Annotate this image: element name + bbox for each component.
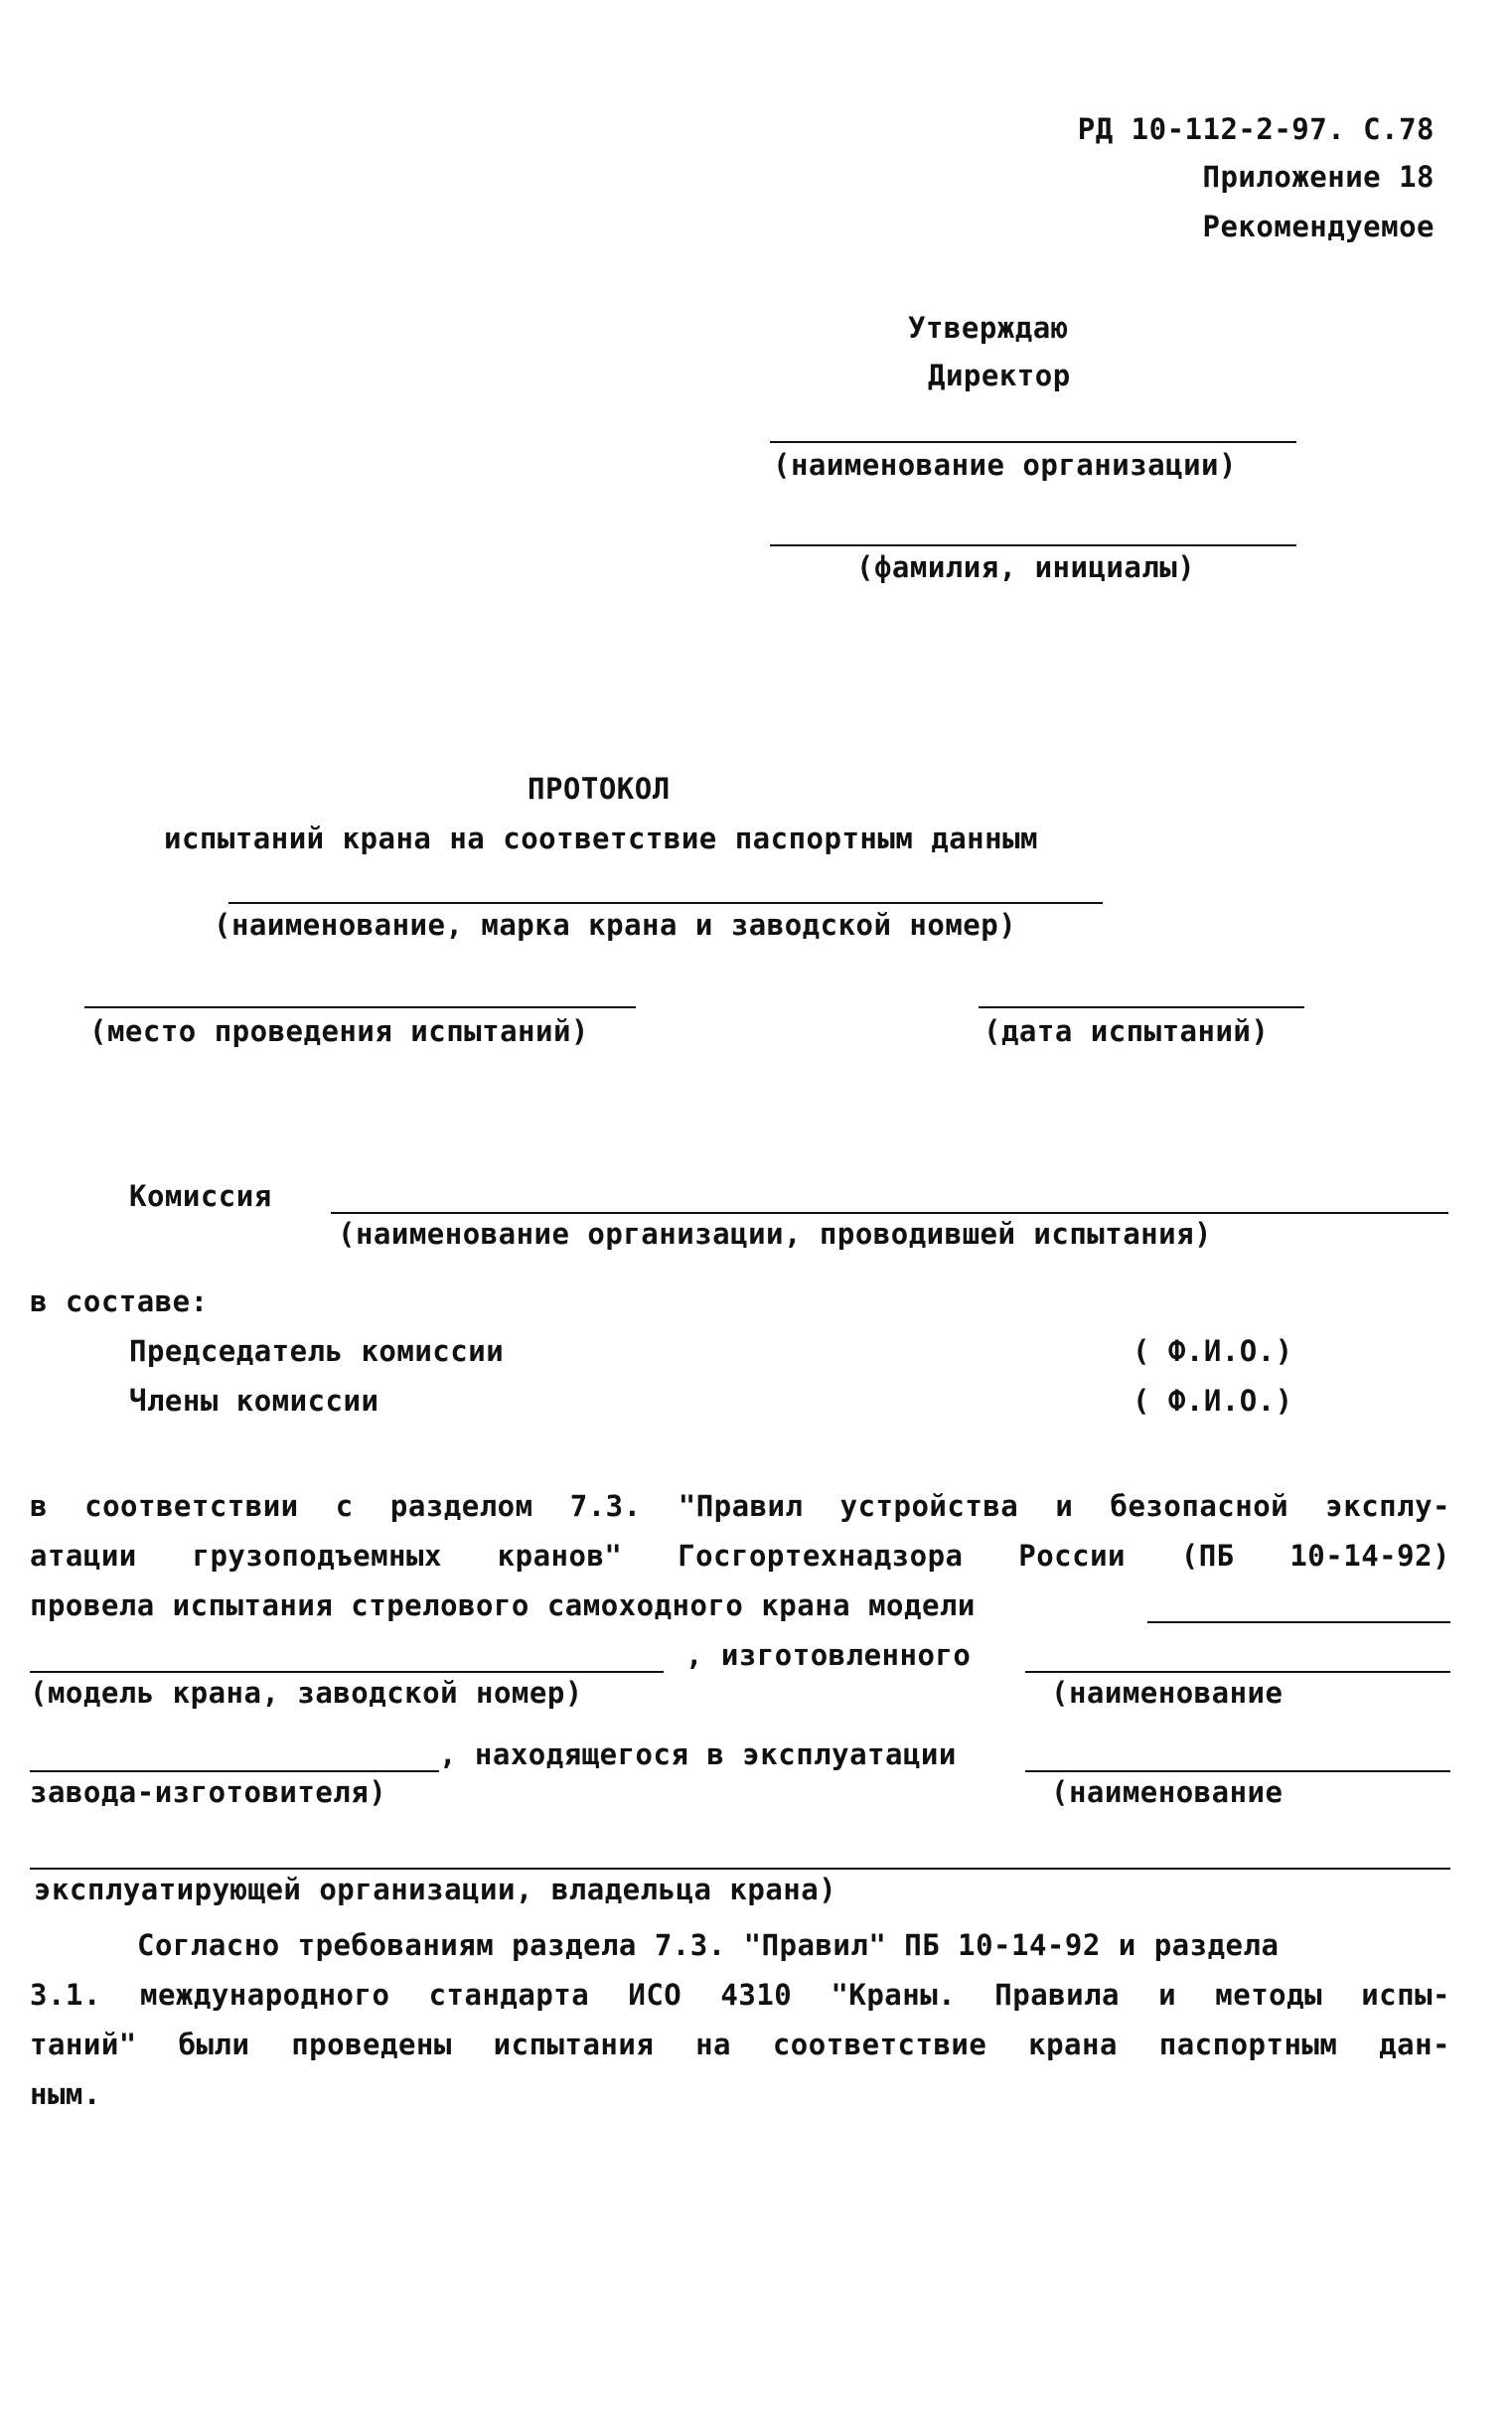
appendix-number: Приложение 18 bbox=[1202, 160, 1435, 194]
commission-organization-caption: (наименование организации, проводившей испытания) bbox=[338, 1217, 1213, 1251]
organization-name-caption: (наименование организации) bbox=[773, 448, 1237, 482]
director-name-line bbox=[770, 544, 1296, 546]
protocol-heading: ПРОТОКОЛ bbox=[528, 772, 671, 806]
manufacturer-line bbox=[1025, 1671, 1450, 1673]
test-date-caption: (дата испытаний) bbox=[983, 1014, 1270, 1048]
approve-label: Утверждаю bbox=[908, 311, 1069, 345]
test-date-line bbox=[979, 1006, 1304, 1008]
recommended-status: Рекомендуемое bbox=[1202, 210, 1435, 243]
paragraph-2-line-2: 3.1. международного стандарта ИСО 4310 "Краны. Правила и методы испы- bbox=[30, 1978, 1450, 2012]
manufacturer-name-caption: (наименование bbox=[1051, 1676, 1284, 1710]
model-serial-caption: (модель крана, заводской номер) bbox=[30, 1676, 583, 1710]
organization-signature-line bbox=[770, 441, 1296, 443]
protocol-subtitle: испытаний крана на соответствие паспортным данным bbox=[164, 822, 1039, 855]
crane-model-line bbox=[1147, 1621, 1450, 1623]
chairman-fio: ( Ф.И.О.) bbox=[1133, 1334, 1293, 1368]
paragraph-2-line-4: ным. bbox=[30, 2077, 101, 2111]
model-serial-line bbox=[30, 1671, 664, 1673]
manufactured-label: , изготовленного bbox=[685, 1638, 972, 1672]
factory-line bbox=[30, 1770, 439, 1772]
in-operation-label: , находящегося в эксплуатации bbox=[439, 1737, 957, 1771]
operator-line bbox=[1025, 1770, 1450, 1772]
paragraph-1-line-1: в соответствии с разделом 7.3. "Правил устройства и безопасной эксплу- bbox=[30, 1489, 1450, 1523]
composition-label: в составе: bbox=[30, 1284, 209, 1318]
members-label: Члены комиссии bbox=[129, 1384, 379, 1418]
operator-name-caption: (наименование bbox=[1051, 1775, 1284, 1809]
factory-caption: завода-изготовителя) bbox=[30, 1775, 387, 1809]
document-reference: РД 10-112-2-97. С.78 bbox=[1077, 112, 1435, 146]
members-fio: ( Ф.И.О.) bbox=[1133, 1384, 1293, 1418]
commission-organization-line bbox=[331, 1212, 1448, 1214]
operating-organization-caption: эксплуатирующей организации, владельца крана) bbox=[34, 1873, 837, 1906]
chairman-label: Председатель комиссии bbox=[129, 1334, 505, 1368]
paragraph-2-line-1: Согласно требованиям раздела 7.3. "Правил" ПБ 10-14-92 и раздела bbox=[137, 1928, 1280, 1962]
director-label: Директор bbox=[928, 359, 1071, 392]
test-place-line bbox=[84, 1006, 636, 1008]
operating-organization-line bbox=[30, 1868, 1450, 1870]
paragraph-2 bbox=[30, 1970, 1450, 2069]
crane-name-line bbox=[228, 902, 1103, 904]
commission-label: Комиссия bbox=[129, 1179, 272, 1213]
paragraph-1 bbox=[30, 1481, 1450, 1581]
crane-name-caption: (наименование, марка крана и заводской номер) bbox=[214, 908, 1017, 942]
director-name-caption: (фамилия, инициалы) bbox=[856, 550, 1196, 584]
paragraph-2-line-3: таний" были проведены испытания на соответствие крана паспортным дан- bbox=[30, 2028, 1450, 2061]
paragraph-1-line-3: провела испытания стрелового самоходного крана модели bbox=[30, 1588, 976, 1622]
paragraph-1-line-2: атации грузоподъемных кранов" Госгортехнадзора России (ПБ 10-14-92) bbox=[30, 1539, 1450, 1573]
test-place-caption: (место проведения испытаний) bbox=[89, 1014, 589, 1048]
